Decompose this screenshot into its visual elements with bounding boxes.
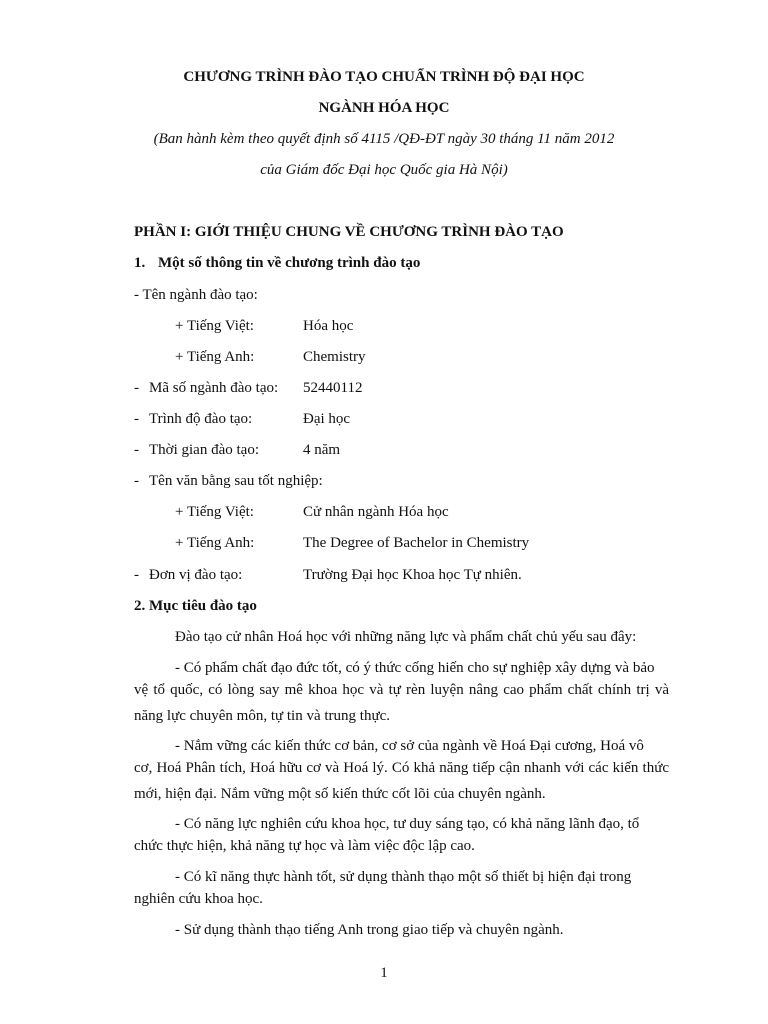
- objective-5: - Sử dụng thành thạo tiếng Anh trong giao tiếp và chuyên ngành.: [175, 922, 564, 938]
- bullet-dash: -: [134, 567, 139, 583]
- objective-4-continuation: nghiên cứu khoa học.: [134, 891, 263, 907]
- duration-value: 4 năm: [303, 442, 341, 458]
- document-subtitle: NGÀNH HÓA HỌC: [318, 100, 450, 116]
- code-value: 52440112: [303, 380, 363, 396]
- bullet-dash: -: [134, 380, 139, 396]
- major-name-label: - Tên ngành đào tạo:: [134, 287, 258, 303]
- degree-vi-label: + Tiếng Việt:: [175, 504, 254, 520]
- objective-3-continuation: chức thực hiện, khả năng tự học và làm việc độc lập cao.: [134, 838, 475, 854]
- part-heading: PHẦN I: GIỚI THIỆU CHUNG VỀ CHƯƠNG TRÌNH ĐÀO TẠO: [134, 224, 564, 240]
- major-vi-label: + Tiếng Việt:: [175, 318, 254, 334]
- objective-4-first-line: - Có kĩ năng thực hành tốt, sử dụng thành thạo một số thiết bị hiện đại trong: [175, 869, 632, 885]
- code-label: Mã số ngành đào tạo:: [149, 380, 279, 396]
- document-title: CHƯƠNG TRÌNH ĐÀO TẠO CHUẨN TRÌNH ĐỘ ĐẠI HỌC: [183, 69, 585, 85]
- degree-en-value: The Degree of Bachelor in Chemistry: [303, 535, 530, 551]
- degree-vi-value: Cử nhân ngành Hóa học: [303, 504, 449, 520]
- objective-2-continuation: cơ, Hoá Phân tích, Hoá hữu cơ và Hoá lý. Có khả năng tiếp cận nhanh với các kiến thức mới, hiện đại. Nắm vững một số kiến thức cốt lõi của chuyên ngành.: [134, 760, 669, 802]
- major-vi-value: Hóa học: [303, 318, 354, 334]
- objectives-intro: Đào tạo cử nhân Hoá học với những năng lực và phẩm chất chủ yếu sau đây:: [175, 629, 637, 645]
- objective-3-first-line: - Có năng lực nghiên cứu khoa học, tư duy sáng tạo, có khả năng lãnh đạo, tổ: [175, 816, 640, 832]
- unit-label: Đơn vị đào tạo:: [149, 567, 243, 583]
- decree-line-2: của Giám đốc Đại học Quốc gia Hà Nội): [260, 162, 508, 178]
- bullet-dash: -: [134, 442, 139, 458]
- unit-value: Trường Đại học Khoa học Tự nhiên.: [303, 567, 522, 583]
- section-1-number: 1.: [134, 255, 146, 271]
- objective-2-first-line: - Nắm vững các kiến thức cơ bản, cơ sở của ngành về Hoá Đại cương, Hoá vô: [175, 738, 644, 754]
- decree-line-1: (Ban hành kèm theo quyết định số 4115 /QĐ-ĐT ngày 30 tháng 11 năm 2012: [153, 131, 615, 147]
- section-2-title: 2. Mục tiêu đào tạo: [134, 598, 257, 614]
- page-number: 1: [380, 965, 388, 981]
- duration-label: Thời gian đào tạo:: [149, 442, 259, 458]
- level-label: Trình độ đào tạo:: [149, 411, 253, 427]
- bullet-dash: -: [134, 473, 139, 489]
- bullet-dash: -: [134, 411, 139, 427]
- degree-en-label: + Tiếng Anh:: [175, 535, 255, 551]
- section-1-title: Một số thông tin về chương trình đào tạo: [158, 255, 421, 271]
- objective-1-continuation: vệ tổ quốc, có lòng say mê khoa học và tự rèn luyện nâng cao phẩm chất chính trị và năng lực chuyên môn, tự tin và trung thực.: [134, 682, 669, 724]
- major-en-label: + Tiếng Anh:: [175, 349, 255, 365]
- level-value: Đại học: [303, 411, 351, 427]
- objective-1-first-line: - Có phẩm chất đạo đức tốt, có ý thức cống hiến cho sự nghiệp xây dựng và bảo: [175, 660, 655, 676]
- major-en-value: Chemistry: [303, 349, 366, 365]
- degree-label: Tên văn bằng sau tốt nghiệp:: [149, 473, 323, 489]
